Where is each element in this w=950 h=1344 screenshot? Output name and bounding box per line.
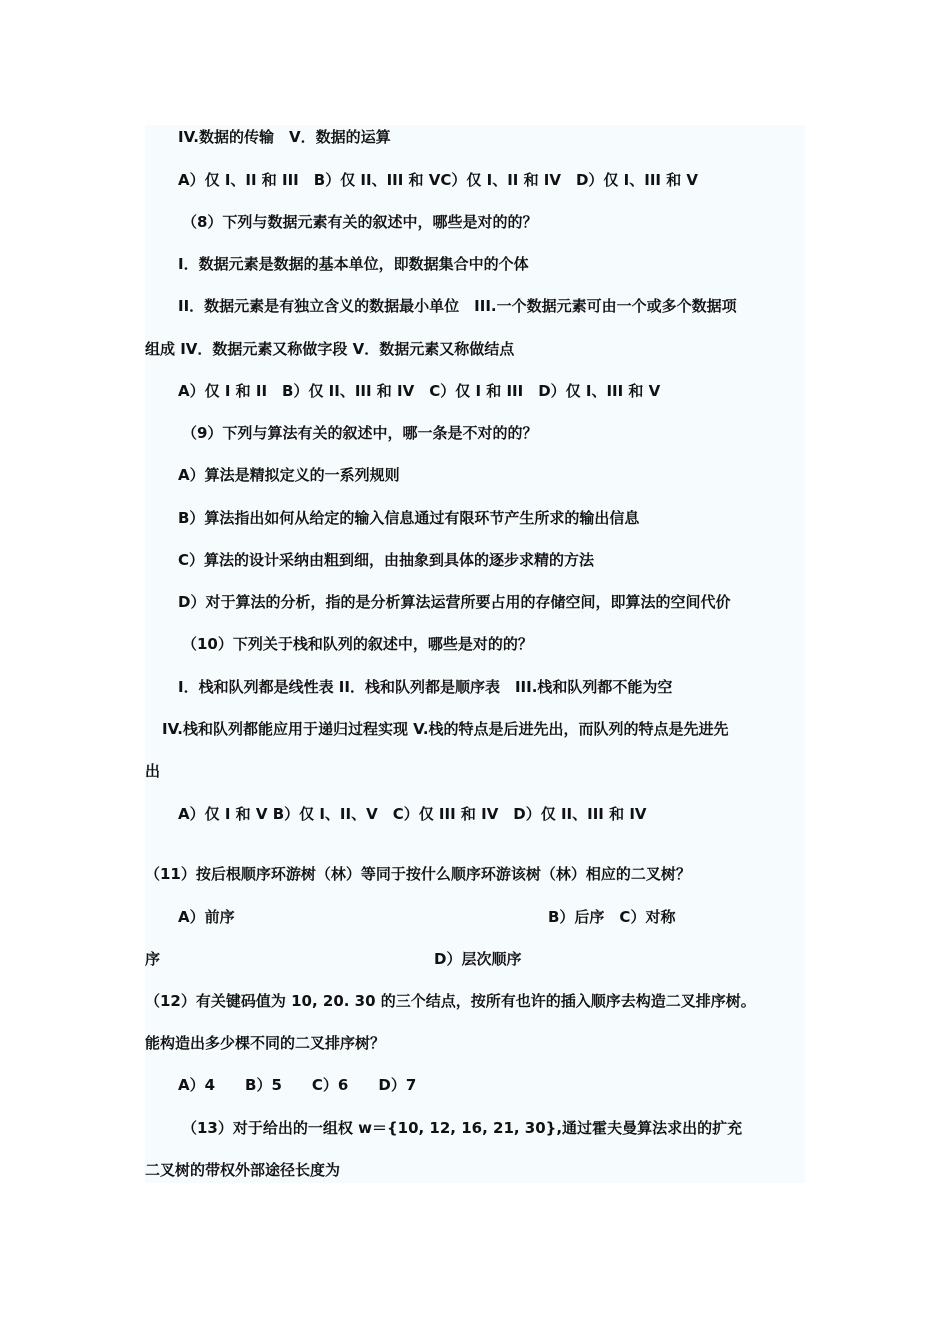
- page-background: [145, 125, 805, 1183]
- text-line: A）仅 I 和 V B）仅 I、II、V C）仅 III 和 IV D）仅 II、III 和 IV: [178, 805, 647, 823]
- text-line: A）4 B）5 C）6 D）7: [178, 1076, 417, 1094]
- text-line: B）算法指出如何从给定的输入信息通过有限环节产生所求的输出信息: [178, 509, 640, 527]
- question-11: （11）按后根顺序环游树（林）等同于按什么顺序环游该树（林）相应的二叉树？: [145, 865, 691, 883]
- text-line: A）仅 I、II 和 III B）仅 II、III 和 VC）仅 I、II 和 IV D）仅 I、III 和 V: [178, 171, 699, 189]
- question-9: （9）下列与算法有关的叙述中，哪一条是不对的的？: [182, 424, 538, 442]
- text-line: A）前序: [178, 908, 235, 926]
- text-line: B）后序 C）对称: [548, 908, 676, 926]
- text-line: C）算法的设计采纳由粗到细，由抽象到具体的逐步求精的方法: [178, 551, 595, 569]
- text-line: D）层次顺序: [434, 950, 522, 968]
- text-line: 出: [145, 762, 161, 780]
- text-line: A）算法是精拟定义的一系列规则: [178, 466, 400, 484]
- text-line: I．栈和队列都是线性表 II．栈和队列都是顺序表 III.栈和队列都不能为空: [178, 678, 673, 696]
- question-12: （12）有关键码值为 10, 20. 30 的三个结点，按所有也许的插入顺序去构造二叉排序树。: [145, 992, 756, 1010]
- text-line: 二叉树的带权外部途径长度为: [145, 1161, 341, 1179]
- text-line: I．数据元素是数据的基本单位，即数据集合中的个体: [178, 255, 529, 273]
- text-line: 序: [145, 950, 161, 968]
- text-line: II．数据元素是有独立含义的数据最小单位 III.一个数据元素可由一个或多个数据项: [178, 297, 737, 315]
- text-line: IV.数据的传输 V．数据的运算: [178, 128, 391, 146]
- text-line: 组成 IV．数据元素又称做字段 V．数据元素又称做结点: [145, 340, 515, 358]
- question-10: （10）下列关于栈和队列的叙述中，哪些是对的的？: [182, 635, 533, 653]
- text-line: D）对于算法的分析，指的是分析算法运营所要占用的存储空间，即算法的空间代价: [178, 593, 731, 611]
- question-8: （8）下列与数据元素有关的叙述中，哪些是对的的？: [182, 213, 538, 231]
- text-line: IV.栈和队列都能应用于递归过程实现 V.栈的特点是后进先出，而队列的特点是先进先: [162, 720, 729, 738]
- question-13: （13）对于给出的一组权 w＝{10, 12, 16, 21, 30},通过霍夫曼算法求出的扩充: [182, 1119, 743, 1137]
- text-line: A）仅 I 和 II B）仅 II、III 和 IV C）仅 I 和 III D）仅 I、III 和 V: [178, 382, 661, 400]
- text-line: 能构造出多少棵不同的二叉排序树？: [145, 1034, 386, 1052]
